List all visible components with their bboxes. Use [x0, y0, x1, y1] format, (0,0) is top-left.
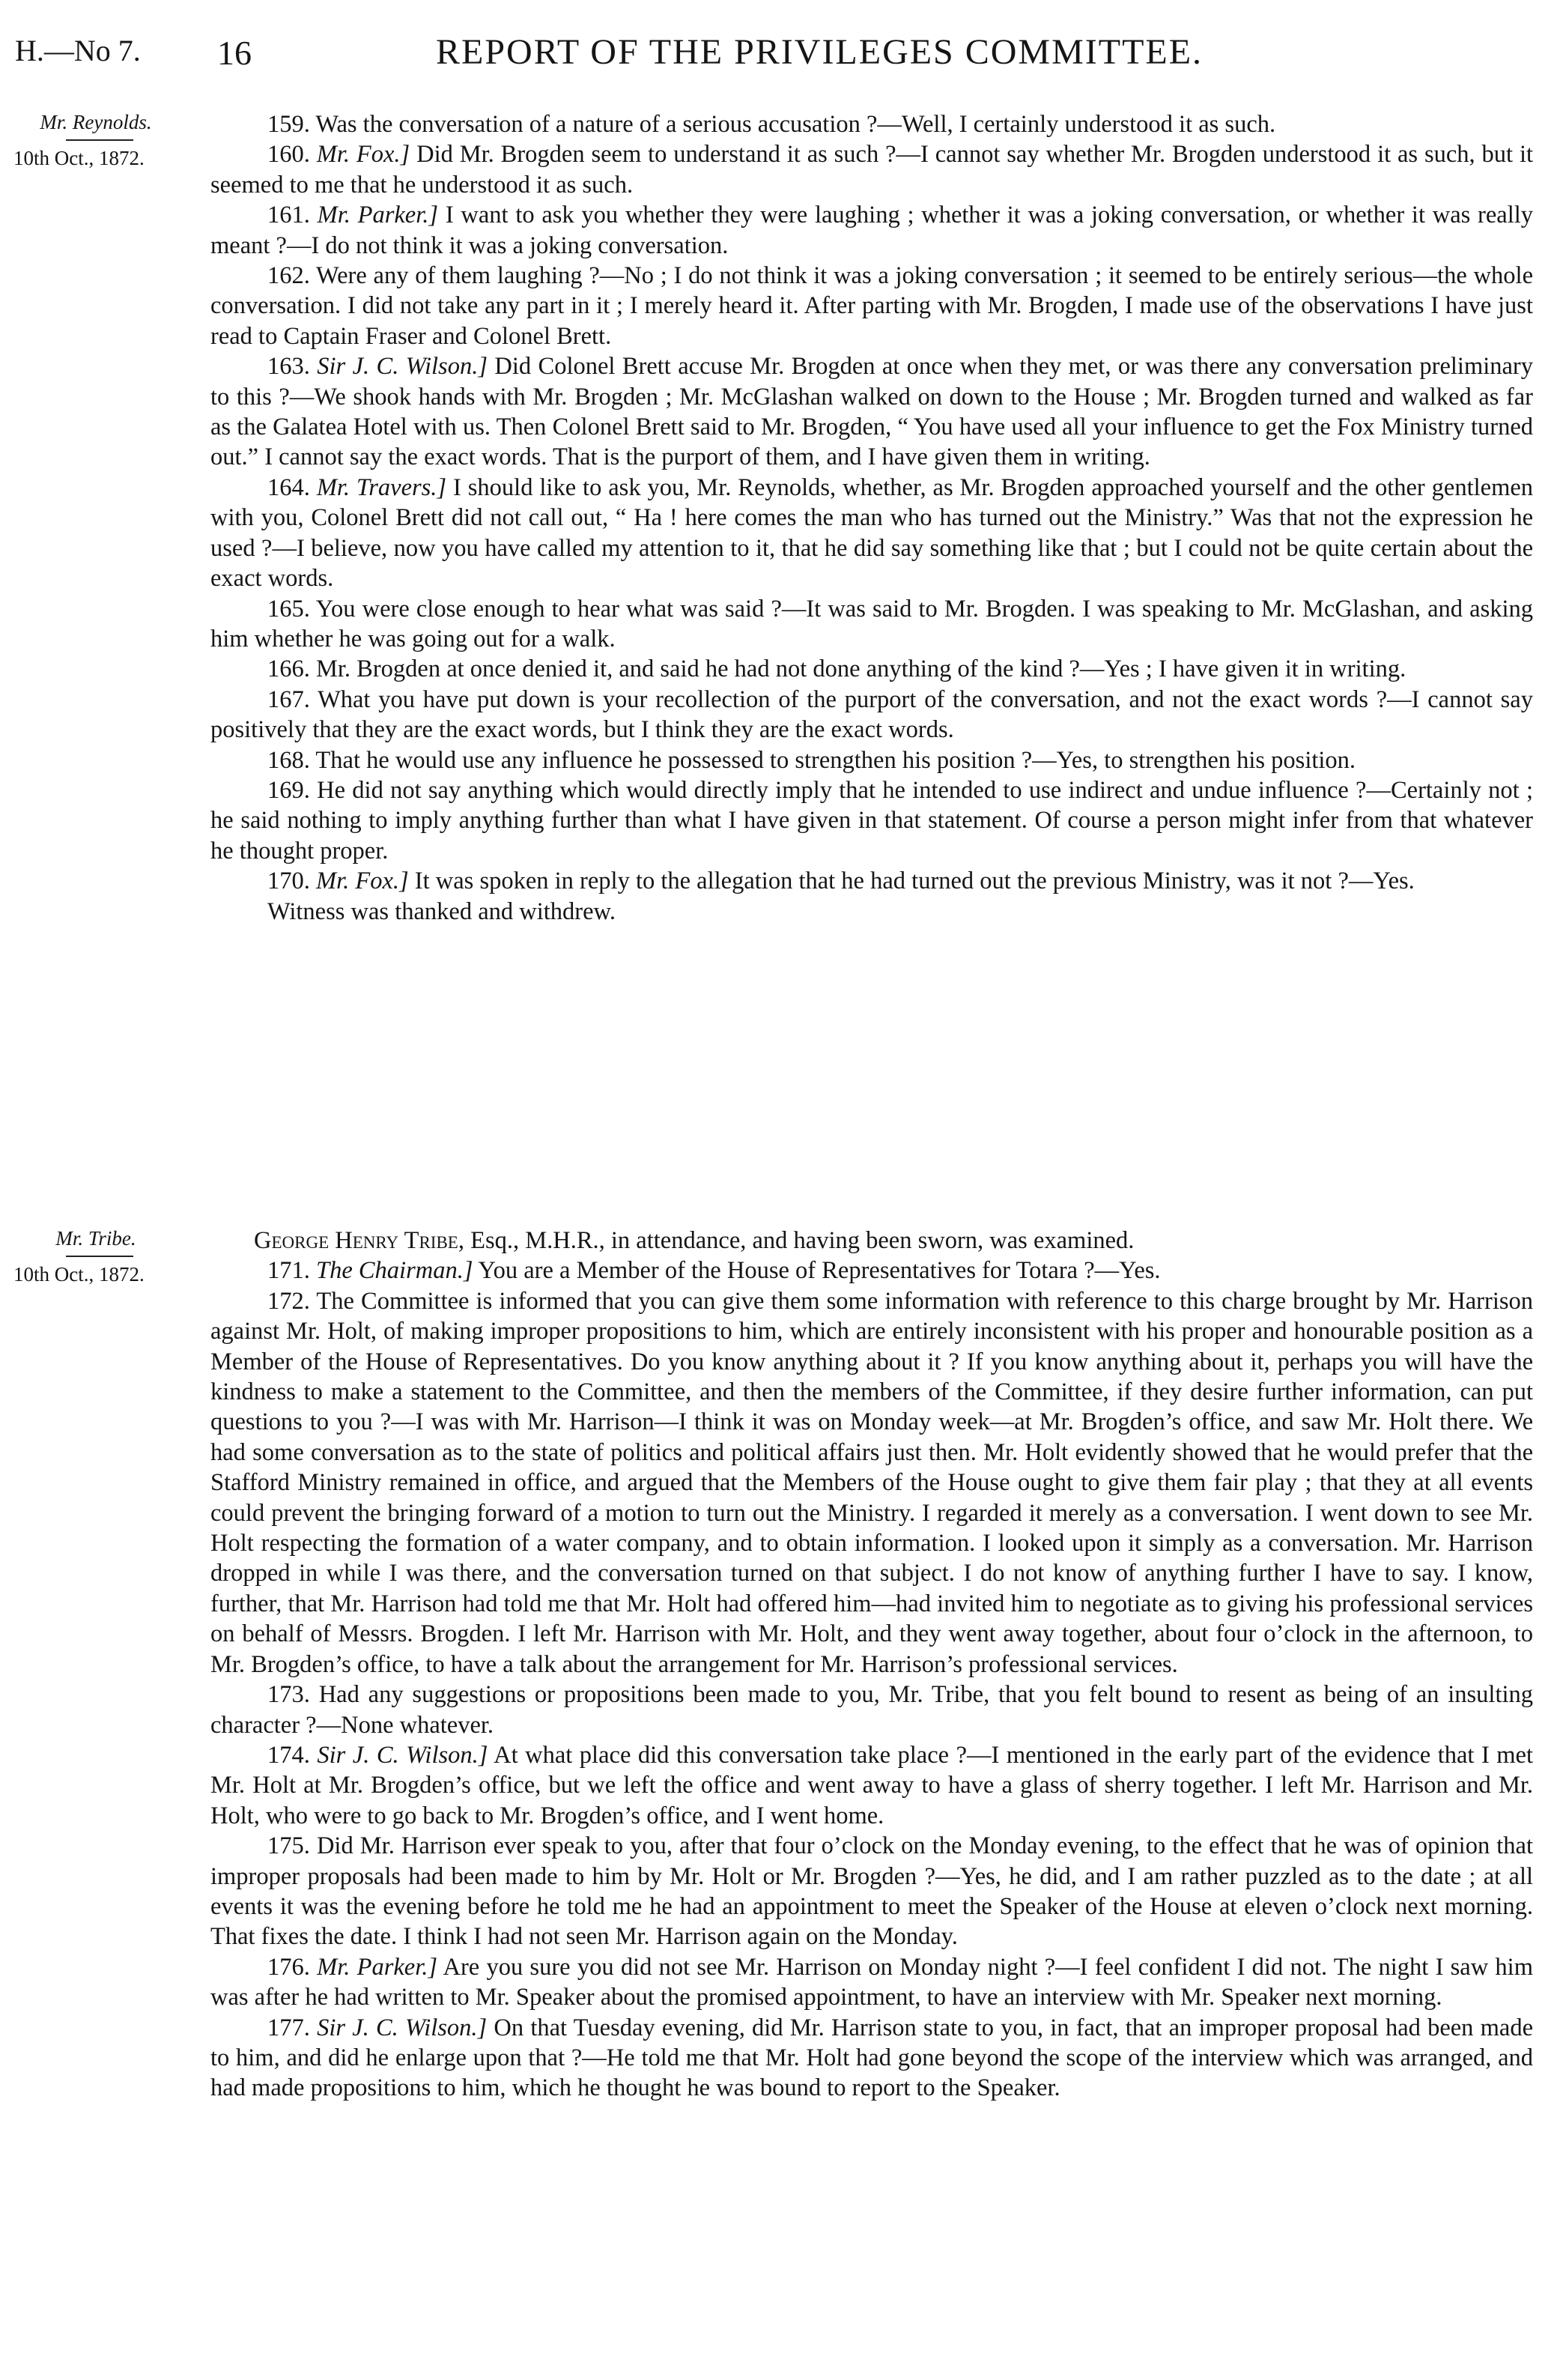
question-paragraph: 168. That he would use any influence he possessed to strengthen his position ?—Yes, to strengthen his position. — [267, 746, 1356, 774]
question-paragraph: 174. Sir J. C. Wilson.] At what place did this conversation take place ?—I mentioned in the early part of the evidence that I met Mr. Holt at Mr. Brogden’s office, but we left the office and went away to have a glass of sherry together. I left Mr. Harrison and Mr. Holt, who were to go back to Mr. Brogden’s office, and I went home. — [210, 1741, 1534, 1829]
questioner-name: Sir J. C. Wilson.] — [317, 1741, 488, 1769]
witness-intro: George Henry Tribe, Esq., M.H.R., in attendance, and having been sworn, was examined. — [254, 1227, 1135, 1254]
question-paragraph: 172. The Committee is informed that you can give them some information with reference to this charge brought by Mr. Harrison against Mr. Holt, of making improper propositions to him, which are entirely inconsistent with his proper and honourable position as a Member of the House of Representatives. Do you know anything about it ? If you know anything about it, perhaps you will have the kindness to make a statement to the Committee, and then the members of the Committee, if they desire further information, can put questions to you ?—I was with Mr. Harrison—I think it was on Monday week—at Mr. Brogden’s office, and saw Mr. Holt there. We had some conversation as to the state of politics and political affairs just then. Mr. Holt evidently showed that he would prefer that the Stafford Ministry remained in office, and argued that the Members of the House ought to give them fair play ; that they at all events could prevent the bringing forward of a motion to turn out the Ministry. I regarded it merely as a conversation. I went down to see Mr. Holt respecting the formation of a water company, and to obtain information. I looked upon it simply as a conversation. Mr. Harrison dropped in while I was there, and the conversation turned on that subject. I do not know of anything further I have to say. I know, further, that Mr. Harrison had told me that Mr. Holt had offered him—had invited him to negotiate as to giving his professional services on behalf of Messrs. Brogden. I left Mr. Harrison with Mr. Holt, and they went away together, about four o’clock in the afternoon, to Mr. Brogden’s office, to have a talk about the arrangement for Mr. Harrison’s professional services. — [210, 1287, 1533, 1678]
question-paragraph: 171. The Chairman.] You are a Member of the House of Representatives for Totara ?—Yes. — [267, 1257, 1161, 1285]
questioner-name: Sir J. C. Wilson.] — [317, 353, 488, 381]
witness-name: George Henry Tribe — [254, 1227, 458, 1254]
question-paragraph: 159. Was the conversation of a nature of a serious accusation ?—Well, I certainly understood it as such. — [267, 111, 1276, 138]
question-paragraph: 167. What you have put down is your recollection of the purport of the conversation, and not the exact words ?—I cannot say positively that they are the exact words, but I think they are the exact words. — [210, 685, 1533, 744]
page-header — [0, 27, 1566, 87]
page-title: REPORT OF THE PRIVILEGES COMMITTEE. — [436, 32, 1204, 72]
questioner-name: The Chairman.] — [316, 1257, 473, 1285]
question-paragraph: 173. Had any suggestions or propositions been made to you, Mr. Tribe, that you felt bound to resent as being of an insulting character ?—None whatever. — [210, 1681, 1533, 1739]
margin-witness-name: Mr. Tribe. — [55, 1227, 136, 1250]
evidence-section-tribe — [210, 1226, 1533, 2104]
margin-divider — [66, 1256, 133, 1257]
evidence-section-reynolds — [210, 109, 1533, 927]
margin-witness-name: Mr. Reynolds. — [40, 111, 152, 133]
question-paragraph: 176. Mr. Parker.] Are you sure you did not see Mr. Harrison on Monday night ?—I feel confident I did not. The night I saw him was after he had written to Mr. Speaker about the promised appointment, to have an interview with Mr. Speaker next morning. — [210, 1953, 1533, 2011]
question-paragraph: 160. Mr. Fox.] Did Mr. Brogden seem to understand it as such ?—I cannot say whether Mr. Brogden understood it as such, but it seemed to me that he understood it as such. — [210, 141, 1534, 199]
closing-note: Witness was thanked and withdrew. — [267, 897, 616, 925]
question-paragraph: 165. You were close enough to hear what was said ?—It was said to Mr. Brogden. I was speaking to Mr. McGlashan, and asking him whether he was going out for a walk. — [210, 595, 1533, 652]
questioner-name: Mr. Travers.] — [316, 473, 447, 501]
margin-date: 10th Oct., 1872. — [13, 1263, 145, 1286]
questioner-name: Mr. Parker.] — [317, 1953, 438, 1981]
margin-date: 10th Oct., 1872. — [13, 147, 145, 169]
question-paragraph: 163. Sir J. C. Wilson.] Did Colonel Brett accuse Mr. Brogden at once when they met, or was there any conversation preliminary to this ?—We shook hands with Mr. Brogden ; Mr. McGlashan walked on down to the House ; Mr. Brogden turned and walked as far as the Galatea Hotel with us. Then Colonel Brett said to Mr. Brogden, “ You have used all your influence to get the Fox Ministry turned out.” I cannot say the exact words. That is the purport of them, and I have given them in writing. — [210, 353, 1533, 471]
document-reference: H.—No 7. — [15, 34, 141, 67]
question-paragraph: 170. Mr. Fox.] It was spoken in reply to the allegation that he had turned out the previous Ministry, was it not ?—Yes. — [267, 867, 1415, 895]
question-paragraph: 175. Did Mr. Harrison ever speak to you, after that four o’clock on the Monday evening, to the effect that he was of opinion that improper proposals had been made to him by Mr. Holt or Mr. Brogden ?—Yes, he did, and I am rather puzzled as to the date ; at all events it was the evening before he told me he had an appointment to meet the Speaker of the House at eleven o’clock next morning. That fixes the date. I think I had not seen Mr. Harrison again on the Monday. — [210, 1832, 1533, 1951]
question-paragraph: 177. Sir J. C. Wilson.] On that Tuesday evening, did Mr. Harrison state to you, in fact, that an improper proposal had been made to him, and did he enlarge upon that ?—He told me that Mr. Holt had gone beyond the scope of the interview which was arranged, and had made propositions to him, which he thought he was bound to report to the Speaker. — [210, 2014, 1534, 2102]
questioner-name: Sir J. C. Wilson.] — [317, 2014, 488, 2041]
questioner-name: Mr. Parker.] — [317, 202, 439, 229]
question-paragraph: 162. Were any of them laughing ?—No ; I do not think it was a joking conversation ; it seemed to be entirely serious—the whole conversation. I did not take any part in it ; I merely heard it. After parting with Mr. Brogden, I made use of the observations I have just read to Captain Fraser and Colonel Brett. — [210, 262, 1533, 350]
margin-note-reynolds — [13, 109, 201, 171]
question-paragraph: 161. Mr. Parker.] I want to ask you whether they were laughing ; whether it was a joking conversation, or whether it was really meant ?—I do not think it was a joking conversation. — [210, 202, 1534, 259]
question-paragraph: 166. Mr. Brogden at once denied it, and said he had not done anything of the kind ?—Yes ; I have given it in writing. — [267, 655, 1406, 683]
page-number: 16 — [217, 34, 252, 72]
margin-divider — [66, 139, 133, 141]
question-paragraph: 164. Mr. Travers.] I should like to ask you, Mr. Reynolds, whether, as Mr. Brogden approached yourself and the other gentlemen with you, Colonel Brett did not call out, “ Ha ! here comes the man who has turned out the Ministry.” Was that not the expression he used ?—I believe, now you have called my attention to it, that he did say something like that ; but I could not be quite certain about the exact words. — [210, 473, 1534, 593]
margin-note-tribe — [13, 1226, 201, 1287]
question-paragraph: 169. He did not say anything which would directly imply that he intended to use indirect and undue influence ?—Certainly not ; he said nothing to imply anything further than what I have given in that statement. Of course a person might infer from that whatever he thought proper. — [210, 776, 1533, 865]
questioner-name: Mr. Fox.] — [316, 141, 410, 169]
questioner-name: Mr. Fox.] — [316, 867, 409, 895]
